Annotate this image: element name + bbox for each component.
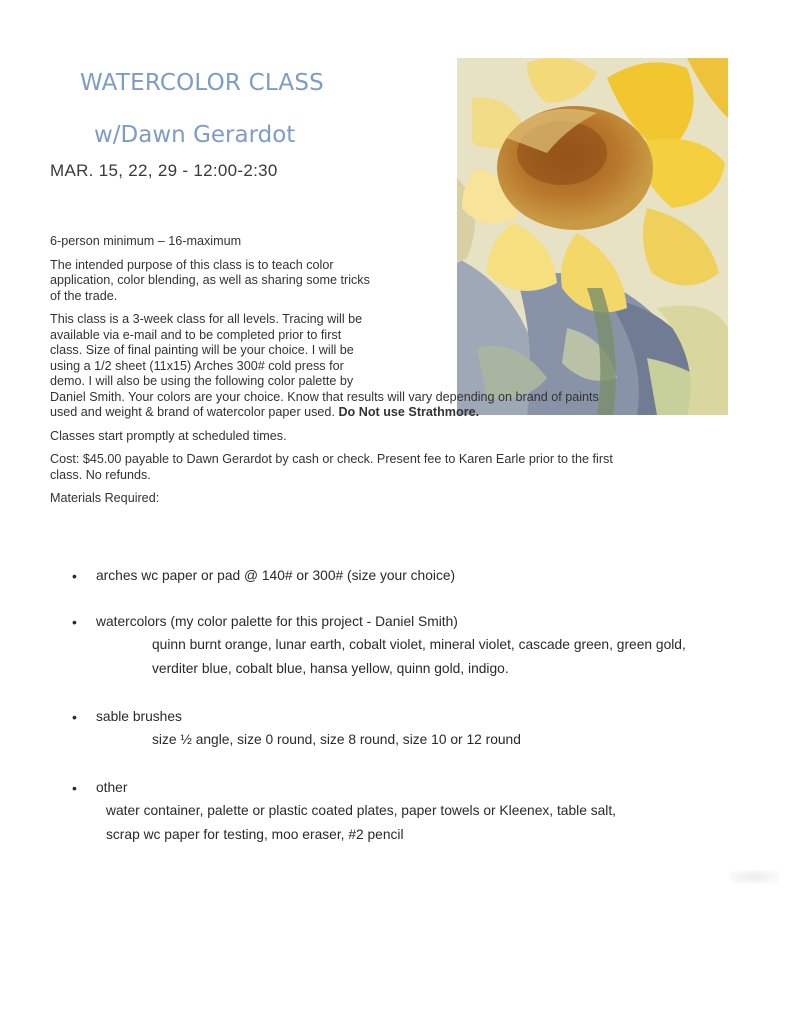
material-brushes: sable brushes (96, 709, 182, 724)
capacity-text: 6-person minimum – 16-maximum (50, 234, 242, 248)
supplies-line: scrap wc paper for testing, moo eraser, #2 pencil (106, 827, 404, 842)
levels-line: This class is a 3-week class for all levels. Tracing will be (50, 312, 363, 326)
instructor-name: w/Dawn Gerardot (94, 122, 296, 148)
class-dates: MAR. 15, 22, 29 - 12:00-2:30 (50, 161, 278, 180)
levels-line: class. Size of final painting will be your choice. I will be (50, 343, 354, 357)
page-title: WATERCOLOR CLASS (80, 70, 324, 96)
material-paper: arches wc paper or pad @ 140# or 300# (size your choice) (96, 568, 456, 583)
purpose-line: The intended purpose of this class is to teach color (50, 257, 334, 272)
class-description (50, 234, 740, 515)
watercolor-palette (96, 633, 752, 681)
strathmore-warning: Do Not use Strathmore. (338, 405, 480, 419)
bullet-icon: • (72, 780, 77, 796)
cost-line: class. No refunds. (50, 467, 151, 482)
bullet-icon: • (72, 568, 77, 584)
list-item (72, 709, 752, 752)
levels-line: using a 1/2 sheet (11x15) Arches 300# cold press for (50, 358, 344, 373)
material-other: other (96, 780, 128, 795)
levels-line: Daniel Smith. Your colors are your choice. Know that results will vary depending on brand of paints (50, 389, 599, 404)
scan-artifact (729, 870, 779, 884)
materials-heading: Materials Required: (50, 491, 160, 505)
bullet-icon: • (72, 709, 77, 725)
purpose-line: of the trade. (50, 288, 118, 303)
cost-line: Cost: $45.00 payable to Dawn Gerardot by cash or check. Present fee to Karen Earle prior to the first (50, 452, 613, 466)
list-item (72, 568, 752, 583)
other-supplies (96, 799, 752, 847)
start-time-note: Classes start promptly at scheduled times. (50, 428, 287, 443)
purpose-paragraph (50, 258, 445, 305)
purpose-line: application, color blending, as well as sharing some tricks (50, 273, 370, 287)
material-watercolors: watercolors (my color palette for this project - Daniel Smith) (96, 614, 458, 629)
supplies-line: water container, palette or plastic coated plates, paper towels or Kleenex, table salt, (106, 803, 617, 818)
levels-line: available via e-mail and to be completed prior to first (50, 327, 342, 342)
levels-paragraph (50, 312, 740, 421)
levels-line: demo. I will also be using the following color palette by (50, 374, 354, 388)
list-item (72, 780, 752, 847)
bullet-icon: • (72, 614, 77, 630)
levels-line: used and weight & brand of watercolor paper used. (50, 405, 335, 419)
palette-line: quinn burnt orange, lunar earth, cobalt violet, mineral violet, cascade green, green gold, (152, 637, 686, 652)
materials-list (72, 568, 752, 847)
cost-paragraph (50, 452, 740, 483)
brush-sizes: size ½ angle, size 0 round, size 8 round, size 10 or 12 round (152, 732, 521, 747)
palette-line: verditer blue, cobalt blue, hansa yellow, quinn gold, indigo. (152, 661, 509, 676)
list-item (72, 614, 752, 681)
